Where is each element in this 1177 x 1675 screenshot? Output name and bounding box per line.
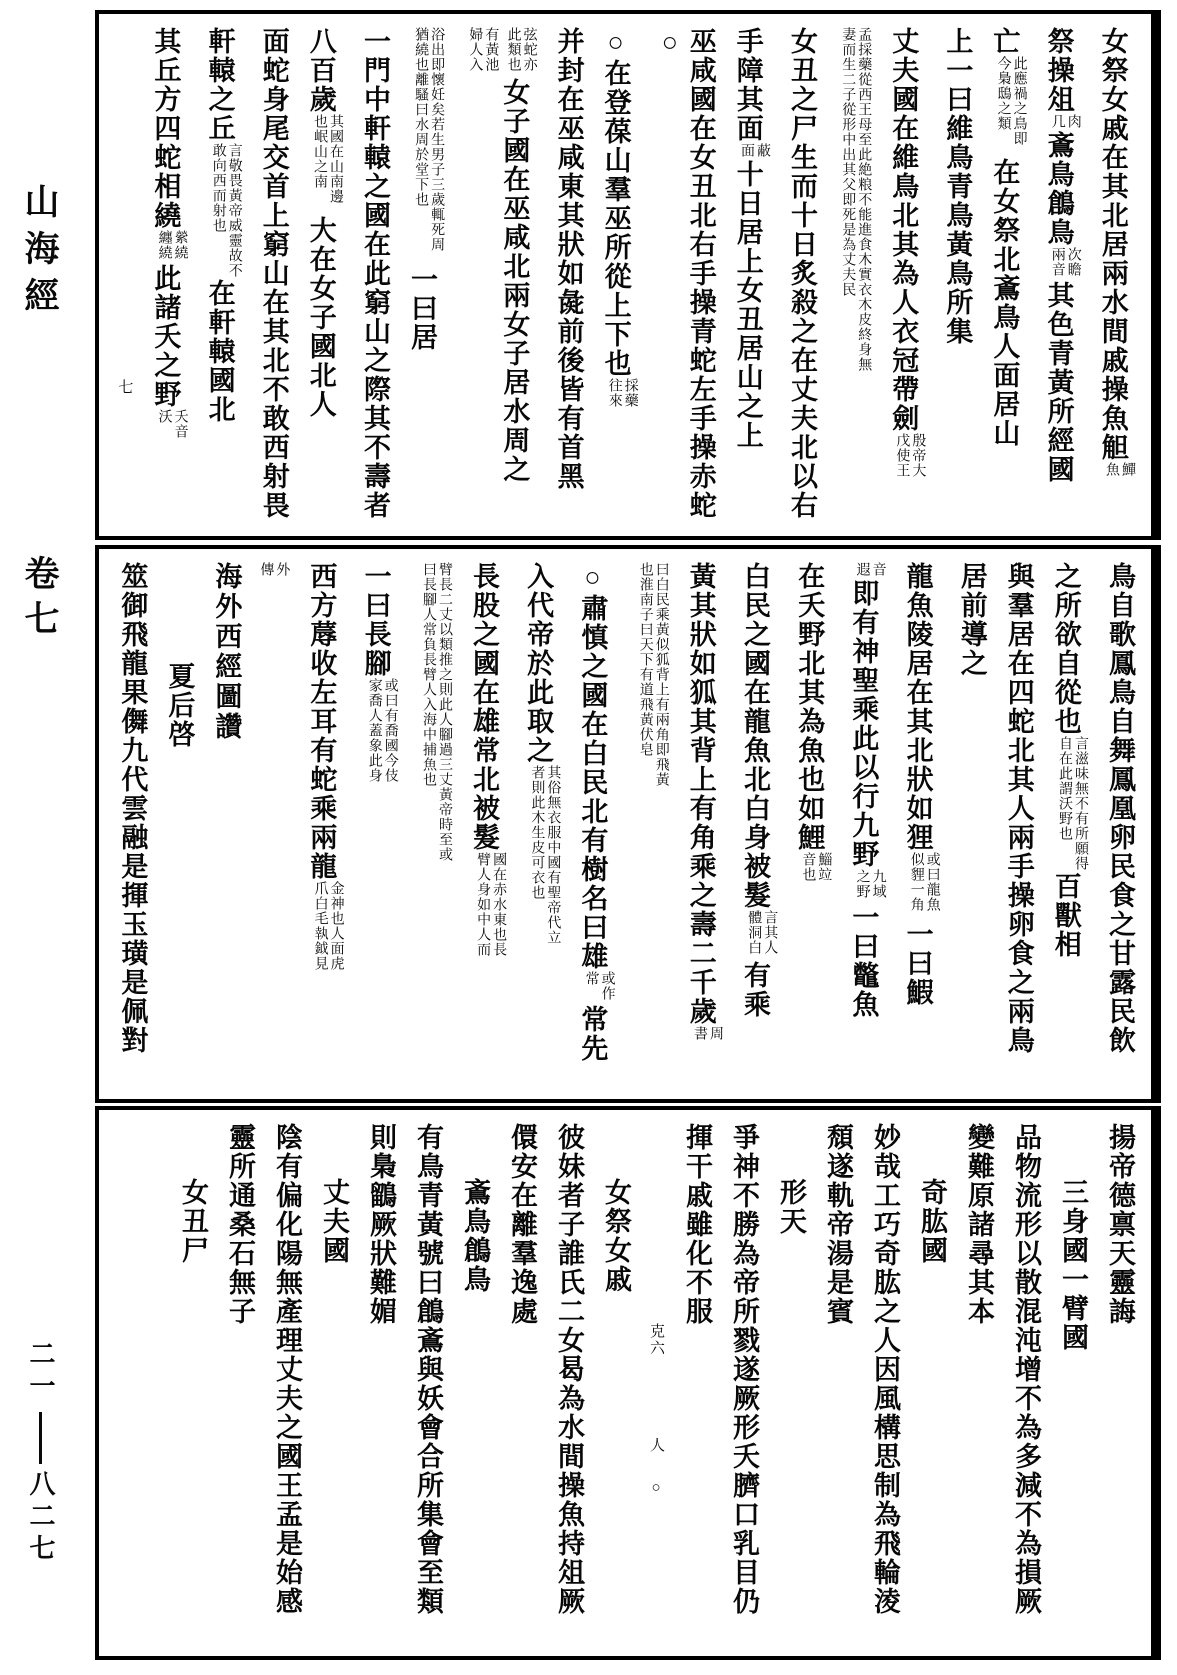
main-text: 儇安在離羣逸處 (507, 1123, 537, 1326)
annotation-text: 次瞻兩音 (1049, 247, 1081, 277)
main-text: 一曰長腳 (360, 562, 391, 678)
main-text: 亡 (989, 27, 1020, 56)
text-column (258, 27, 289, 523)
collation-mark: 克六 (648, 1323, 664, 1357)
annotation-text: 孟採藥從西王母至此絶粮不能進食木實衣木皮終身無妻而生二子從形中出其父即死是為丈夫民 (840, 27, 872, 372)
annotation-text: 其國在山南邊也岷山之南 (311, 114, 343, 204)
text-column (732, 27, 770, 523)
main-text: 祭操俎 (1043, 27, 1074, 114)
text-column (177, 1123, 208, 1643)
main-text: 常先 (577, 1005, 608, 1063)
annotation-text: 周書 (691, 1026, 723, 1041)
text-column (271, 1123, 302, 1643)
text-column (553, 1123, 584, 1643)
annotation-text: 其俗無衣服中國有聖帝代立者則此木生皮可衣也 (529, 765, 561, 945)
main-text: 變難原諸尋其本 (964, 1123, 994, 1326)
text-column (257, 562, 289, 1086)
text-column (318, 1123, 349, 1643)
collation-mark: 人 (648, 1437, 664, 1454)
text-column (305, 562, 343, 1086)
text-column (654, 27, 716, 523)
section-title-text: 海外西經圖讚 (211, 562, 242, 742)
page-number (22, 1340, 59, 1566)
main-text: 筮御飛龍果儛九代雲融是揮玉璜是佩對 (117, 562, 148, 1055)
main-text: 龍魚陵居在其北狀如狸 (902, 562, 933, 852)
text-column (1057, 1123, 1088, 1643)
main-text: 頹遂軌帝湯是賓 (823, 1123, 853, 1326)
main-text: 面蛇身尾交首上窮山在其北不敢西射畏 (258, 27, 289, 520)
main-text: 此諸夭之野 (150, 264, 181, 409)
main-text: 彼妹者子誰氏二女曷為水間操魚持俎厥 (554, 1123, 584, 1616)
annotation-text: 鱓魚 (1104, 462, 1135, 477)
page-number-lower: 八二七 (26, 1470, 55, 1566)
main-text: ○肅慎之國在白民北有樹名曰雄 (577, 562, 608, 971)
main-text: 有乘 (739, 961, 770, 1019)
main-text: 揮干戚雖化不服 (682, 1123, 712, 1326)
annotation-text: 言其人體洞白 (746, 910, 778, 955)
text-column (600, 1123, 631, 1643)
page-number-dash (39, 1412, 42, 1464)
margin-marks-column (115, 27, 133, 523)
text-column (681, 1123, 712, 1643)
main-text: 八百歲 (305, 27, 336, 114)
text-column (149, 27, 187, 523)
text-column (365, 1123, 396, 1643)
text-column (739, 562, 777, 1086)
annotation-text: 金神也人面虎爪白毛執鉞見 (312, 881, 344, 971)
main-text: 有鳥青黃號曰鶬鴍與妖會合所集會至類 (413, 1123, 443, 1616)
text-column (1104, 562, 1135, 1086)
main-text: 一曰鰕 (902, 920, 933, 1007)
annotation-text: 夭音沃 (156, 409, 188, 439)
main-text: 一門中軒轅之國在此窮山之際其不壽者 (359, 27, 390, 520)
collation-mark: ○ (648, 1480, 664, 1498)
text-column (360, 562, 398, 1086)
volume-label: 卷七 (20, 555, 59, 645)
main-text: 即有神聖乘此以行九野 (848, 579, 879, 869)
book-title: 山海經 (20, 183, 59, 324)
main-text: 入代帝於此取之 (523, 562, 554, 765)
page-number-upper: 二一 (26, 1340, 55, 1404)
text-column (460, 27, 536, 523)
text-column (847, 562, 885, 1086)
main-text: 則梟鶹厥狀難媚 (366, 1123, 396, 1326)
main-text: 奇肱國 (917, 1178, 947, 1265)
annotation-text: 此應禍之鳥即今梟鴟之類 (995, 56, 1027, 146)
text-column (728, 1123, 759, 1643)
text-column (1104, 1123, 1135, 1643)
text-column (305, 27, 343, 523)
text-column (600, 27, 638, 523)
main-text: 并封在巫咸東其狀如彘前後皆有首黑 (553, 27, 584, 491)
text-column (204, 27, 242, 523)
annotation-text: 縈繞纏繞 (156, 230, 188, 260)
main-text: 妙哉工巧奇肱之人因風構思制為飛輪淩 (870, 1123, 900, 1616)
main-text: 女丑尸 (178, 1178, 208, 1265)
text-column (522, 562, 560, 1086)
annotation-text: 國在赤水東也長臂人身如中人而 (475, 852, 507, 957)
annotation-text: 或曰龍魚似貍一角 (908, 852, 940, 912)
main-text: 爭神不勝為帝所戮遂厥形夭臍口乳目仍 (729, 1123, 759, 1616)
main-text: 上一曰維鳥青鳥黃鳥所集 (942, 27, 973, 346)
page-frame-bottom (95, 1106, 1161, 1660)
page-frame-middle (95, 545, 1161, 1103)
annotation-text: 肉几 (1049, 114, 1081, 129)
annotation-text: 或曰有喬國今伎家喬人蓋象此身 (366, 678, 398, 783)
text-column (163, 562, 194, 1086)
margin-marks-column (647, 1123, 665, 1643)
annotation-text: 言滋味無不有所願得自在此謂沃野也 (1057, 736, 1088, 871)
main-text: 形天 (776, 1178, 806, 1236)
page-frame-top (95, 10, 1161, 540)
main-text: 丈夫國在維鳥北其為人衣冠帶劍 (888, 27, 919, 433)
main-text: 靈所通桑石無子 (225, 1123, 255, 1326)
text-column (116, 562, 147, 1086)
text-column (775, 1123, 806, 1643)
annotation-text: 蔽面 (738, 143, 770, 158)
main-text: 西方蓐收左耳有蛇乘兩龍 (306, 562, 337, 881)
annotation-text: 外傳 (258, 562, 290, 577)
main-text: 百獸相 (1050, 872, 1081, 959)
main-text: 女丑之尸生而十日炙殺之在丈夫北以右 (786, 27, 817, 520)
text-column (916, 1123, 947, 1643)
main-text: 一曰居 (406, 265, 437, 352)
text-column (459, 1123, 490, 1643)
main-text: 三身國一臂國 (1058, 1178, 1088, 1352)
text-column (412, 1123, 443, 1643)
text-column (822, 1123, 853, 1643)
annotation-text: 言敬畏黃帝威靈故不敢向西而射也 (210, 143, 242, 278)
main-text: 女祭女戚在其北居兩水間戚操魚觛 (1097, 27, 1128, 462)
main-text: 一曰鼈魚 (848, 903, 879, 1019)
text-column (963, 1123, 994, 1643)
annotation-text: 九域之野 (854, 869, 886, 899)
text-column (631, 562, 669, 1086)
main-text: 女祭女戚 (601, 1178, 631, 1294)
main-text: 其色青黃所經國 (1043, 281, 1074, 484)
text-column (576, 562, 614, 1086)
text-column (1010, 1123, 1041, 1643)
main-text: 黃其狀如狐其背上有角乘之壽二千歲 (685, 562, 716, 1026)
text-column (786, 27, 817, 523)
main-text: 與羣居在四蛇北其人兩手操卵食之兩鳥 (1003, 562, 1034, 1055)
main-text: 十日居上女丑居山之上 (732, 160, 763, 450)
main-text: 鳥自歌鳳鳥自舞鳳凰卵民食之甘露民飲 (1105, 562, 1135, 1055)
text-column (988, 27, 1026, 523)
annotation-text: 音遐 (854, 562, 886, 577)
main-text: 白民之國在龍魚北白身被髮 (739, 562, 770, 910)
text-column (956, 562, 987, 1086)
main-text: 品物流形以散混沌增不為多減不為損厥 (1011, 1123, 1041, 1616)
text-column (210, 562, 241, 1086)
text-column (224, 1123, 255, 1643)
main-text: 手障其面 (732, 27, 763, 143)
text-column (553, 27, 584, 523)
text-column (414, 562, 452, 1086)
main-text: 軒轅之丘 (204, 27, 235, 143)
annotation-text: 或作常 (583, 971, 615, 1001)
annotation-text: 浴出即懷妊矣若生男子三歲輒死周猶繞也離騷曰水周於堂下也 (413, 27, 445, 252)
main-text: 夏后啓 (164, 662, 195, 749)
text-column (1097, 27, 1135, 523)
main-text: 女子國在巫咸北兩女子居水周之 (499, 78, 530, 484)
main-text: 之所欲自從也 (1050, 562, 1081, 736)
annotation-text: 曰白民乘黃似狐背上有兩角即飛黃也淮南子曰天下有道飛黃伏皂 (637, 562, 669, 787)
main-text: 鴍鳥鶬鳥 (1043, 131, 1074, 247)
main-text: 在軒轅國北 (204, 279, 235, 424)
text-column (941, 27, 972, 523)
main-text: 其丘方四蛇相繞 (150, 27, 181, 230)
annotation-text: 弦蛇亦此類也 (505, 27, 537, 72)
text-column (902, 562, 940, 1086)
text-column (506, 1123, 537, 1643)
text-column (468, 562, 506, 1086)
text-column (1003, 562, 1034, 1086)
annotation-text: 臂長二丈以類推之則此人腳過三丈黃帝時至或曰長腳人常負長臂人入海中捕魚也 (420, 562, 452, 862)
main-text: 在夭野北其為魚也如鯉 (794, 562, 825, 852)
main-text: 在女祭北鴍鳥人面居山 (989, 158, 1020, 448)
text-column (359, 27, 390, 523)
main-text: 陰有偏化陽無產理丈夫之國王孟是始感 (272, 1123, 302, 1616)
main-text: 鴍鳥鶬鳥 (460, 1178, 490, 1294)
annotation-text: 有黃池婦人入 (467, 27, 499, 72)
text-column (887, 27, 925, 523)
text-column (685, 562, 723, 1086)
text-column (1050, 562, 1088, 1086)
text-column (869, 1123, 900, 1643)
annotation-text: 殷帝大戊使王 (894, 433, 926, 478)
annotation-text: 鯔竝音也 (800, 852, 832, 882)
collation-mark: 七 (116, 379, 133, 396)
main-text: 居前導之 (956, 562, 987, 678)
main-text: ○在登葆山羣巫所從上下也 (600, 27, 631, 378)
main-text: 巫咸國在女丑北右手操青蛇左手操赤蛇○ (654, 27, 716, 520)
main-text: 丈夫國 (319, 1178, 349, 1265)
text-column (406, 27, 444, 523)
annotation-text: 採藥往來 (606, 378, 638, 408)
text-column (793, 562, 831, 1086)
main-text: 揚帝德禀天靈誨 (1105, 1123, 1135, 1326)
text-column (1043, 27, 1081, 523)
main-text: 長股之國在雄常北被髮 (468, 562, 499, 852)
main-text: 大在女子國北人 (305, 216, 336, 419)
text-column (833, 27, 871, 523)
